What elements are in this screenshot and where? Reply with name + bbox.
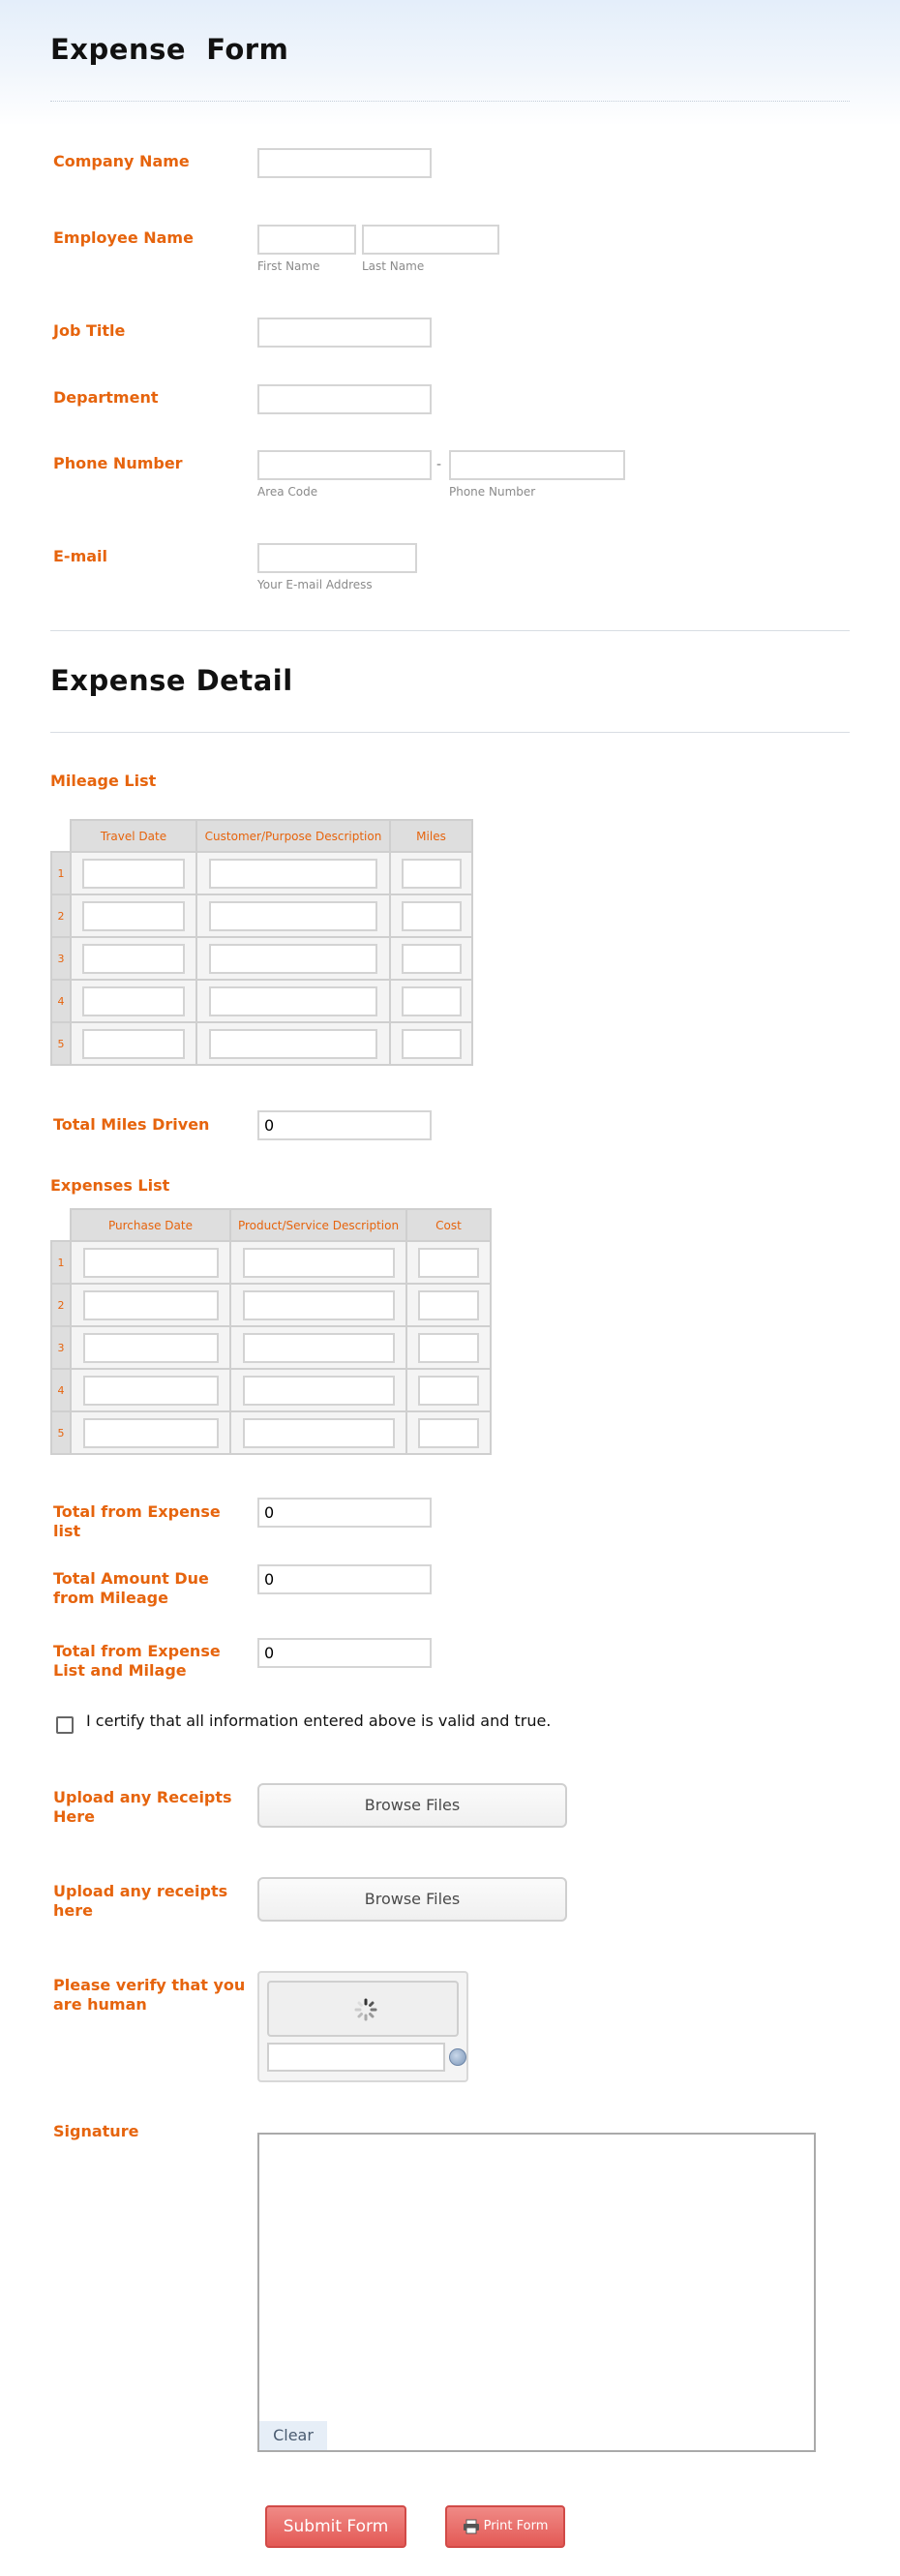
total-combined-label: Total from Expense List and Milage <box>53 1642 221 1680</box>
clear-signature-button[interactable]: Clear <box>259 2421 327 2450</box>
first-name-input[interactable] <box>257 225 356 255</box>
phone-number-sublabel: Phone Number <box>449 485 536 499</box>
total-expense-list-input[interactable] <box>257 1498 432 1528</box>
product-description-input[interactable] <box>243 1290 395 1320</box>
captcha-label: Please verify that you are human <box>53 1976 246 2014</box>
column-header: Travel Date <box>71 820 196 852</box>
row-number: 2 <box>51 1284 71 1326</box>
table-row <box>51 937 472 980</box>
column-header: Miles <box>390 820 472 852</box>
area-code-sublabel: Area Code <box>257 485 318 499</box>
first-name-sublabel: First Name <box>257 259 320 273</box>
phone-number-label: Phone Number <box>53 454 183 472</box>
row-number: 1 <box>51 1241 71 1284</box>
loading-spinner-icon <box>354 1998 377 2021</box>
table-row <box>51 1284 491 1326</box>
miles-input[interactable] <box>402 859 462 889</box>
certify-checkbox[interactable] <box>56 1716 74 1734</box>
detail-divider <box>50 732 850 733</box>
certify-text: I certify that all information entered above is valid and true. <box>86 1712 552 1730</box>
row-number: 5 <box>51 1022 71 1065</box>
table-row <box>51 1411 491 1454</box>
form-title: Expense Form <box>50 33 289 66</box>
cost-input[interactable] <box>418 1376 479 1406</box>
purpose-description-input[interactable] <box>209 986 377 1016</box>
total-miles-input[interactable] <box>257 1110 432 1140</box>
department-label: Department <box>53 388 159 407</box>
miles-input[interactable] <box>402 944 462 974</box>
product-description-input[interactable] <box>243 1333 395 1363</box>
miles-input[interactable] <box>402 986 462 1016</box>
total-mileage-due-input[interactable] <box>257 1564 432 1594</box>
table-row <box>51 980 472 1022</box>
mileage-list-label: Mileage List <box>50 772 157 790</box>
company-name-input[interactable] <box>257 148 432 178</box>
cost-input[interactable] <box>418 1333 479 1363</box>
row-number: 2 <box>51 894 71 937</box>
purchase-date-input[interactable] <box>83 1333 219 1363</box>
travel-date-input[interactable] <box>82 944 185 974</box>
upload-receipts-label-2: Upload any receipts here <box>53 1882 228 1920</box>
product-description-input[interactable] <box>243 1248 395 1278</box>
travel-date-input[interactable] <box>82 1029 185 1059</box>
browse-files-button-2[interactable]: Browse Files <box>257 1877 567 1922</box>
row-number: 4 <box>51 1369 71 1411</box>
product-description-input[interactable] <box>243 1376 395 1406</box>
column-header: Product/Service Description <box>230 1209 406 1241</box>
email-input[interactable] <box>257 543 417 573</box>
phone-separator: - <box>436 457 442 472</box>
department-input[interactable] <box>257 384 432 414</box>
last-name-input[interactable] <box>362 225 499 255</box>
table-row <box>51 1241 491 1284</box>
total-mileage-due-label: Total Amount Due from Mileage <box>53 1569 209 1607</box>
total-combined-input[interactable] <box>257 1638 432 1668</box>
print-button[interactable] <box>445 2505 565 2548</box>
upload-receipts-label: Upload any Receipts Here <box>53 1788 232 1826</box>
captcha-image <box>267 1981 459 2037</box>
company-name-label: Company Name <box>53 152 190 170</box>
row-number: 4 <box>51 980 71 1022</box>
corner-cell <box>51 1209 71 1241</box>
table-row <box>51 894 472 937</box>
row-number: 3 <box>51 1326 71 1369</box>
purpose-description-input[interactable] <box>209 901 377 931</box>
cost-input[interactable] <box>418 1290 479 1320</box>
table-row <box>51 1369 491 1411</box>
submit-button[interactable]: Submit Form <box>265 2505 406 2548</box>
cost-input[interactable] <box>418 1418 479 1448</box>
phone-number-input[interactable] <box>449 450 625 480</box>
last-name-sublabel: Last Name <box>362 259 425 273</box>
captcha-widget <box>257 1971 468 2082</box>
table-row <box>51 852 472 894</box>
travel-date-input[interactable] <box>82 859 185 889</box>
printer-icon <box>463 2519 480 2534</box>
signature-label: Signature <box>53 2122 139 2140</box>
email-label: E-mail <box>53 547 108 565</box>
purpose-description-input[interactable] <box>209 859 377 889</box>
column-header: Customer/Purpose Description <box>196 820 390 852</box>
print-button-label: Print Form <box>483 2519 549 2533</box>
travel-date-input[interactable] <box>82 986 185 1016</box>
travel-date-input[interactable] <box>82 901 185 931</box>
table-row <box>51 1326 491 1369</box>
browse-files-button[interactable]: Browse Files <box>257 1783 567 1828</box>
purchase-date-input[interactable] <box>83 1376 219 1406</box>
section-divider <box>50 630 850 631</box>
miles-input[interactable] <box>402 1029 462 1059</box>
cost-input[interactable] <box>418 1248 479 1278</box>
expenses-table <box>50 1208 492 1455</box>
total-expense-list-label: Total from Expense list <box>53 1502 221 1540</box>
purchase-date-input[interactable] <box>83 1418 219 1448</box>
header-divider <box>50 101 850 102</box>
purchase-date-input[interactable] <box>83 1248 219 1278</box>
email-sublabel: Your E-mail Address <box>257 578 373 591</box>
signature-pad[interactable] <box>257 2133 816 2452</box>
row-number: 5 <box>51 1411 71 1454</box>
purchase-date-input[interactable] <box>83 1290 219 1320</box>
total-miles-label: Total Miles Driven <box>53 1115 210 1134</box>
reload-icon[interactable] <box>449 2048 466 2066</box>
purpose-description-input[interactable] <box>209 1029 377 1059</box>
row-number: 3 <box>51 937 71 980</box>
job-title-input[interactable] <box>257 318 432 348</box>
product-description-input[interactable] <box>243 1418 395 1448</box>
area-code-input[interactable] <box>257 450 432 480</box>
job-title-label: Job Title <box>53 321 126 340</box>
row-number: 1 <box>51 852 71 894</box>
expenses-list-label: Expenses List <box>50 1176 170 1195</box>
table-row <box>51 1022 472 1065</box>
purpose-description-input[interactable] <box>209 944 377 974</box>
mileage-table <box>50 819 473 1066</box>
captcha-input[interactable] <box>267 2043 445 2072</box>
miles-input[interactable] <box>402 901 462 931</box>
expense-detail-heading: Expense Detail <box>50 664 293 697</box>
column-header: Cost <box>406 1209 491 1241</box>
employee-name-label: Employee Name <box>53 228 194 247</box>
column-header: Purchase Date <box>71 1209 230 1241</box>
corner-cell <box>51 820 71 852</box>
